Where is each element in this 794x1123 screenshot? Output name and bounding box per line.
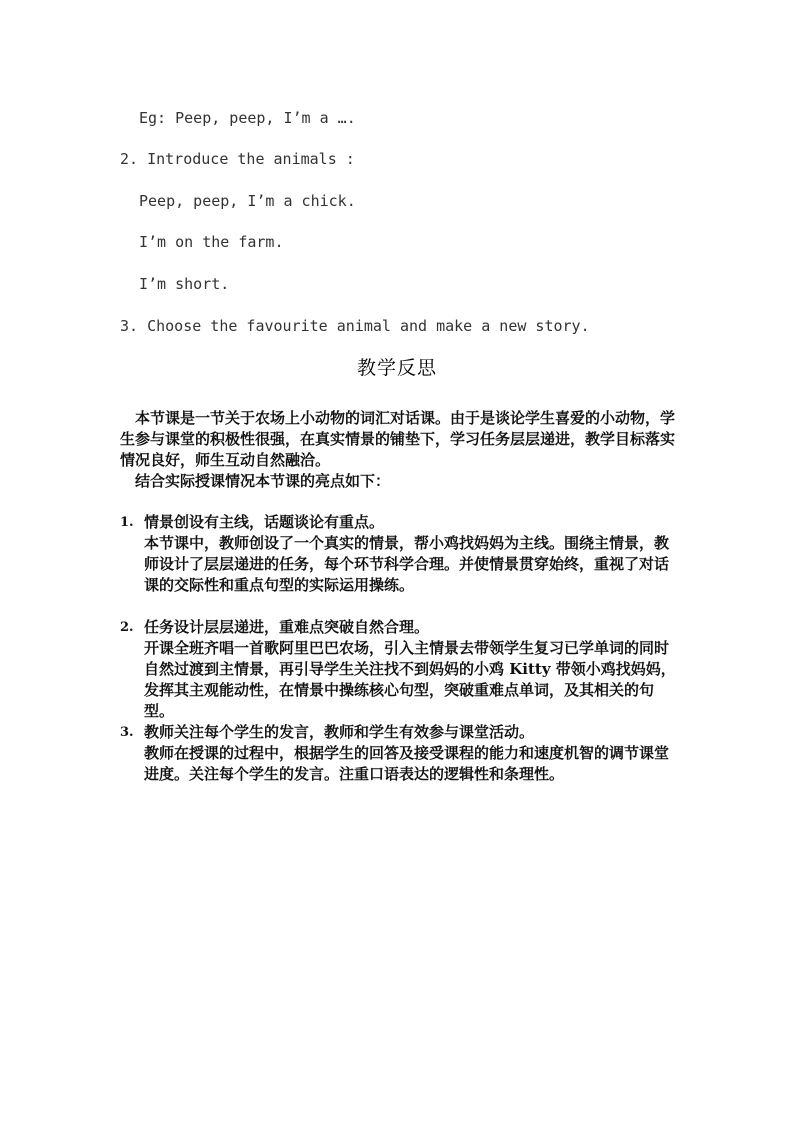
- intro-highlights-line: 结合实际授课情况本节课的亮点如下：: [135, 472, 391, 490]
- highlight-points: [120, 512, 680, 785]
- short-line: I’m short.: [139, 275, 230, 293]
- step-2-text: Introduce the animals :: [147, 150, 355, 168]
- chick-line: Peep, peep, I’m a chick.: [139, 192, 356, 210]
- step-3-text: Choose the favourite animal and make a new story.: [147, 317, 590, 335]
- reflection-title: 教学反思: [356, 357, 437, 379]
- point-heading: 情景创设有主线，话题谈论有重点。: [144, 513, 385, 531]
- point-body: 开课全班齐唱一首歌阿里巴巴农场，引入主情景去带领学生复习已学单词的同时自然过渡到主情景，再引导学生关注找不到妈妈的小鸡 Kitty 带领小鸡找妈妈，发挥其主观能动性，在情景中操练核心句型，突破重难点单词，及其相关的句型。: [144, 639, 676, 720]
- highlight-point-1: [120, 512, 680, 596]
- highlight-point-3: [120, 722, 680, 785]
- step-3: [120, 316, 590, 336]
- spacer: [120, 596, 680, 617]
- step-3-number: 3.: [120, 317, 139, 335]
- highlight-point-2: [120, 617, 680, 722]
- point-heading: 任务设计层层递进，重难点突破自然合理。: [144, 618, 430, 636]
- step-2-number: 2.: [120, 150, 139, 168]
- point-number: 1.: [120, 515, 134, 530]
- farm-line: I’m on the farm.: [139, 233, 284, 251]
- point-number: 3.: [120, 725, 134, 740]
- reflection-intro: [120, 408, 680, 492]
- point-number: 2.: [120, 620, 134, 635]
- intro-paragraph: 本节课是一节关于农场上小动物的词汇对话课。由于是谈论学生喜爱的小动物，学生参与课堂的积极性很强，在真实情景的铺垫下，学习任务层层递进，教学目标落实情况良好，师生互动自然融洽。: [120, 409, 676, 469]
- point-body: 本节课中，教师创设了一个真实的情景，帮小鸡找妈妈为主线。围绕主情景，教师设计了层层递进的任务，每个环节科学合理。并使情景贯穿始终，重视了对话课的交际性和重点句型的实际运用操练。: [144, 534, 670, 594]
- example-line: Eg: Peep, peep, I’m a ….: [139, 109, 356, 127]
- point-body: 教师在授课的过程中，根据学生的回答及接受课程的能力和速度机智的调节课堂进度。关注每个学生的发言。注重口语表达的逻辑性和条理性。: [144, 744, 670, 783]
- step-2: [120, 149, 355, 169]
- point-heading: 教师关注每个学生的发言，教师和学生有效参与课堂活动。: [144, 723, 535, 741]
